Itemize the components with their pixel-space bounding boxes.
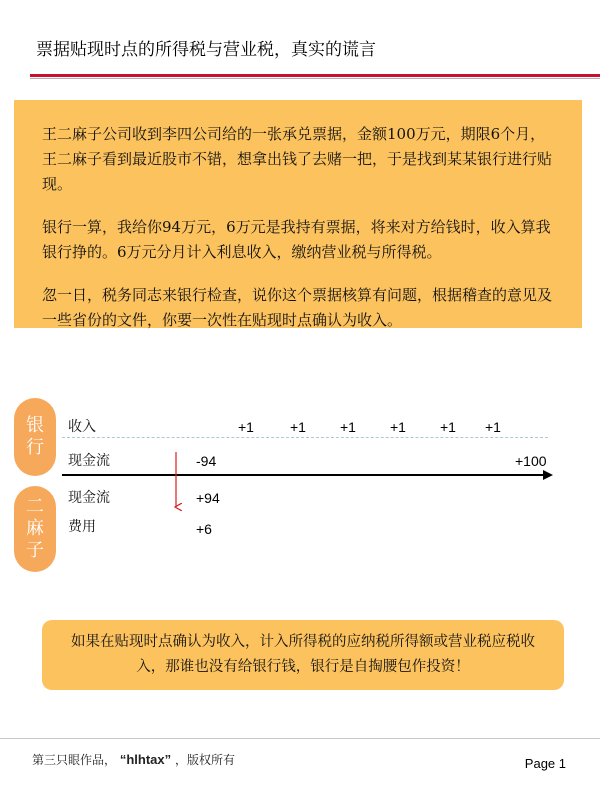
- income-month-6: +1: [485, 419, 501, 435]
- income-month-1: +1: [238, 419, 254, 435]
- er-expense-label: 费用: [68, 519, 96, 535]
- page-title: 票据贴现时点的所得税与营业税，真实的谎言: [36, 40, 376, 60]
- bank-income-label: 收入: [68, 419, 96, 435]
- er-label-char: 子: [26, 540, 44, 561]
- story-paragraph-3: 忽一日，税务同志来银行检查，说你这个票据核算有问题，根据稽查的意见及一些省份的文件，你要一次性在贴现时点确认为收入。: [42, 286, 553, 329]
- footer-brand: “hlhtax”: [119, 752, 172, 767]
- er-cashflow-label: 现金流: [68, 490, 110, 506]
- footer-copyright: [32, 752, 235, 768]
- er-label-char: 麻: [26, 518, 44, 539]
- bank-cash-out: -94: [196, 453, 217, 469]
- story-paragraph-1: 王二麻子公司收到李四公司给的一张承兑票据，金额100万元，期限6个月，王二麻子看到最近股市不错，想拿出钱了去赌一把，于是找到某某银行进行贴现。: [42, 125, 553, 193]
- er-label-char: 二: [26, 496, 44, 517]
- story-paragraph-2: 银行一算，我给你94万元，6万元是我持有票据，将来对方给钱时，收入算我银行挣的。6万元分月计入利息收入，缴纳营业税与所得税。: [42, 218, 551, 261]
- footer-suffix: ，版权所有: [174, 753, 235, 767]
- page-number: Page 1: [524, 756, 566, 771]
- er-expense-value: +6: [196, 521, 212, 537]
- footer-rule: [0, 738, 600, 739]
- conclusion-text: 如果在贴现时点确认为收入，计入所得税的应纳税所得额或营业税应税收入，那谁也没有给银行钱，银行是自掏腰包作投资！: [71, 634, 535, 675]
- income-month-2: +1: [290, 419, 306, 435]
- er-cash-value: +94: [196, 490, 220, 506]
- conclusion-box: [42, 620, 564, 690]
- bank-label-char: 行: [26, 437, 44, 458]
- footer-prefix: 第三只眼作品，: [32, 753, 117, 767]
- income-month-5: +1: [440, 419, 456, 435]
- income-month-3: +1: [340, 419, 356, 435]
- bank-cashflow-label: 现金流: [68, 453, 110, 469]
- bank-cash-in: +100: [515, 453, 547, 469]
- income-month-4: +1: [390, 419, 406, 435]
- bank-label-char: 银: [26, 415, 44, 436]
